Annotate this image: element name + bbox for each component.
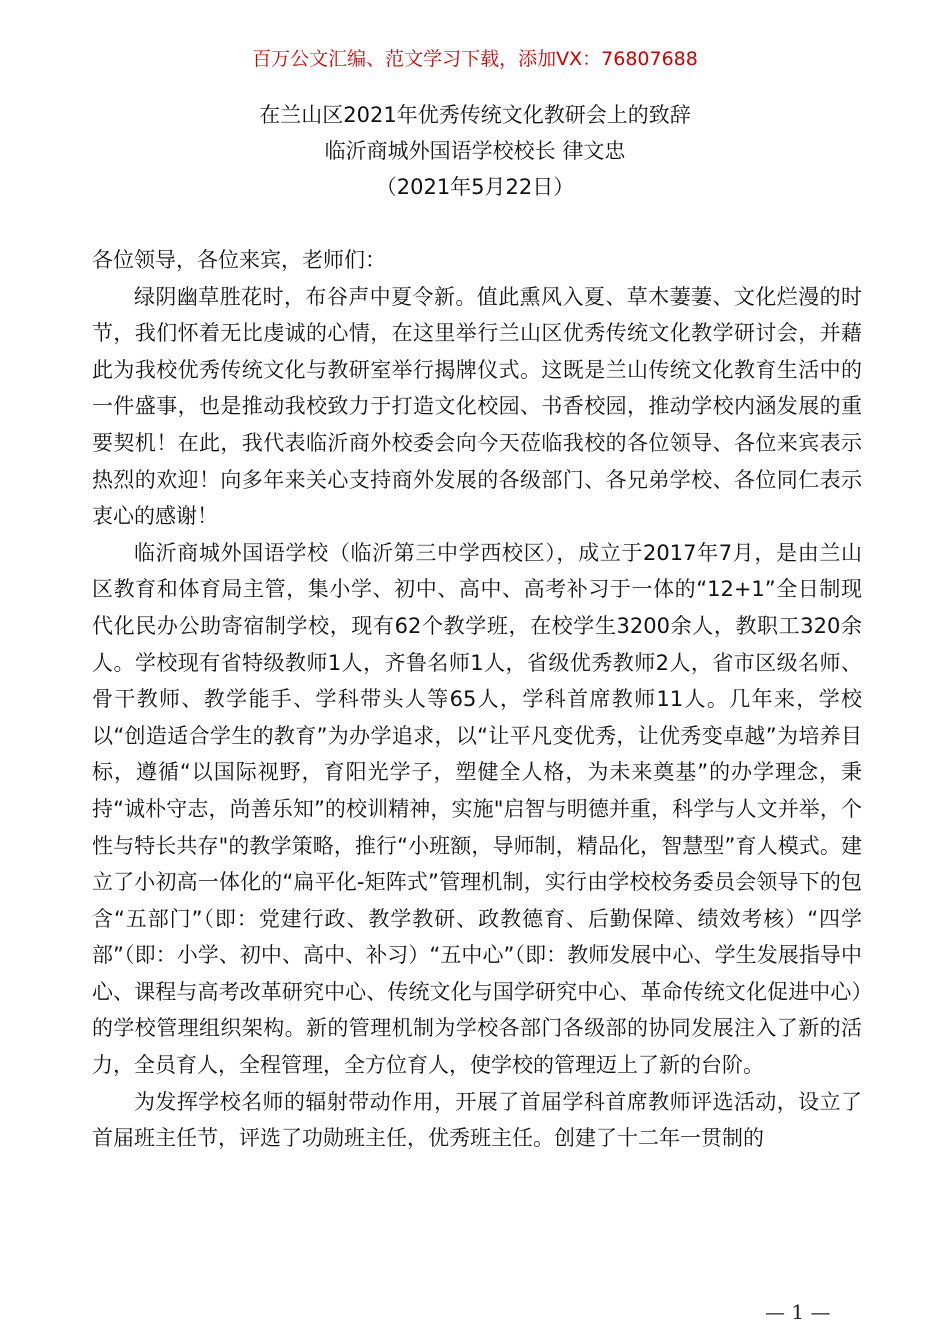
paragraph-3: 为发挥学校名师的辐射带动作用，开展了首届学科首席教师评选活动，设立了首届班主任节，评选了功勋班主任，优秀班主任。创建了十二年一贯制的	[92, 1089, 862, 1151]
title-block	[0, 97, 950, 205]
header-banner: 百万公文汇编、范文学习下载，添加VX：76807688	[252, 48, 698, 70]
paragraph-1: 绿阴幽草胜花时，布谷声中夏令新。值此熏风入夏、草木萋萋、文化烂漫的时节，我们怀着无比虔诚的心情，在这里举行兰山区优秀传统文化教学研讨会，并藉此为我校优秀传统文化与教研室举行揭牌仪式。这既是兰山传统文化教育生活中的一件盛事，也是推动我校致力于打造文化校园、书香校园，推动学校内涵发展的重要契机！在此，我代表临沂商外校委会向今天莅临我校的各位领导、各位来宾表示热烈的欢迎！向多年来关心支持商外发展的各级部门、各兄弟学校、各位同仁表示衷心的感谢！	[92, 284, 862, 529]
paragraph-2: 临沂商城外国语学校（临沂第三中学西校区），成立于2017年7月，是由兰山区教育和体育局主管，集小学、初中、高中、高考补习于一体的“12+1”全日制现代化民办公助寄宿制学校，现有62个教学班，在校学生3200余人，教职工320余人。学校现有省特级教师1人，齐鲁名师1人，省级优秀教师2人，省市区级名师、骨干教师、教学能手、学科带头人等65人，学科首席教师11人。几年来，学校以“创造适合学生的教育”为办学追求，以“让平凡变优秀，让优秀变卓越”为培养目标，遵循“以国际视野，育阳光学子，塑健全人格，为未来奠基”的办学理念，秉持“诚朴守志，尚善乐知”的校训精神，实施"启智与明德并重，科学与人文并举，个性与特长共存"的教学策略，推行“小班额，导师制，精品化，智慧型”育人模式。建立了小初高一体化的“扁平化-矩阵式”管理机制，实行由学校校务委员会领导下的包含“五部门”（即：党建行政、教学教研、政教德育、后勤保障、绩效考核）“四学部”（即：小学、初中、高中、补习）“五中心”（即：教师发展中心、学生发展指导中心、课程与高考改革研究中心、传统文化与国学研究中心、革命传统文化促进中心）的学校管理组织架构。新的管理机制为学校各部门各级部的协同发展注入了新的活力，全员育人，全程管理，全方位育人，使学校的管理迈上了新的台阶。	[92, 540, 862, 1078]
body-text	[92, 242, 862, 1157]
salutation: 各位领导，各位来宾，老师们：	[92, 248, 386, 272]
page-number: — 1 —	[765, 1300, 831, 1324]
document-title: 在兰山区2021年优秀传统文化教研会上的致辞	[259, 103, 691, 127]
date-line: （2021年5月22日）	[375, 175, 575, 199]
speaker-line: 临沂商城外国语学校校长 律文忠	[324, 139, 626, 163]
